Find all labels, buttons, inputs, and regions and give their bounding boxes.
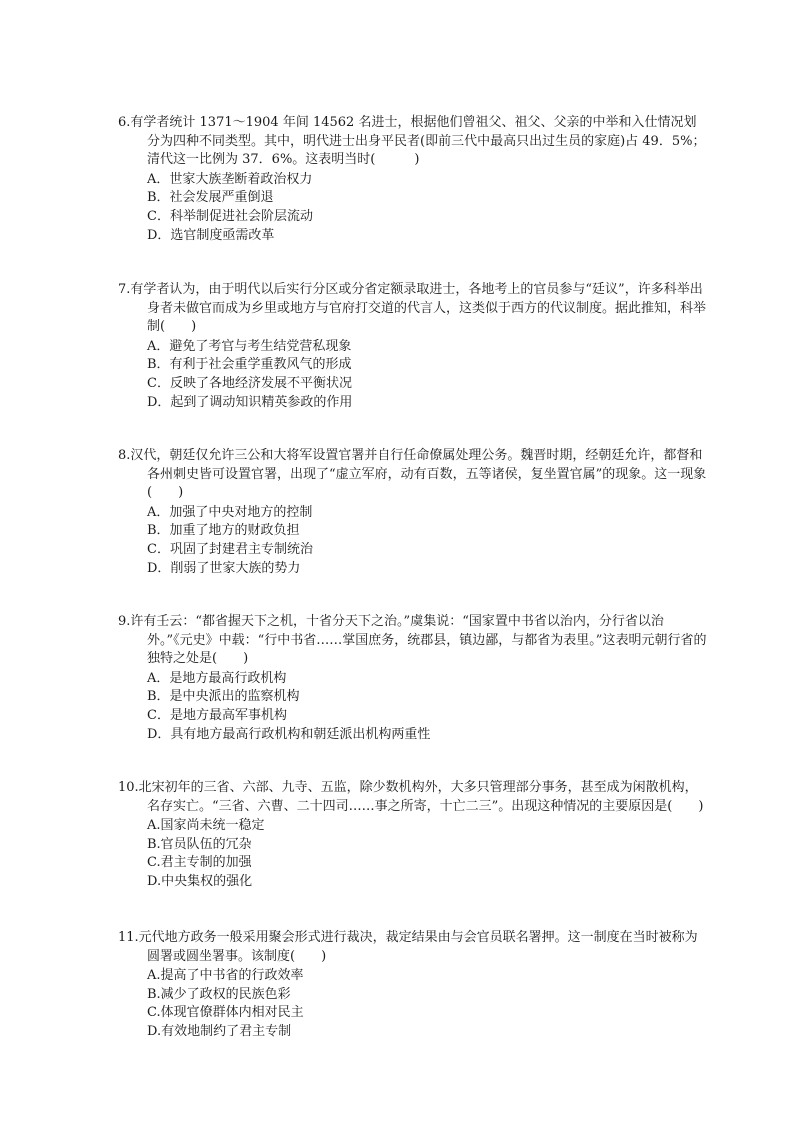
option-d: D.有效地制约了君主专制 [147, 1023, 292, 1039]
option-a: A.国家尚未统一稳定 [147, 818, 265, 834]
option-list [118, 338, 708, 412]
question-stem: 8.汉代，朝廷仅允许三公和大将军设置官署并自行任命僚属处理公务。魏晋时期，经朝廷允许，都督和各州刺史皆可设置官署，出现了“虚立军府，动有百数，五等诸侯，复坐置官属”的现象。这一现象( ) [118, 448, 707, 501]
option-list [118, 817, 708, 891]
option-list [118, 670, 708, 744]
option-c: C.体现官僚群体内相对民主 [147, 1005, 304, 1021]
option-b: B．有利于社会重学重教风气的形成 [147, 357, 352, 373]
question-stem: 10.北宋初年的三省、六部、九寺、五监，除少数机构外，大多只管理部分事务，甚至成为闲散机构，名存实亡。“三省、六曹、二十四司……事之所寄，十亡二三”。出现这种情况的主要原因是( ) [118, 780, 704, 814]
question-6 [118, 114, 708, 245]
option-d: D．具有地方最高行政机构和朝廷派出机构两重性 [147, 726, 431, 742]
question-7 [118, 281, 708, 412]
option-a: A．是地方最高行政机构 [147, 670, 287, 686]
option-list [118, 967, 708, 1041]
option-list [118, 171, 708, 245]
option-a: A．避免了考官与考生结党营私现象 [147, 338, 352, 354]
option-c: C．是地方最高军事机构 [147, 707, 287, 723]
question-8 [118, 447, 708, 578]
option-b: B．是中央派出的监察机构 [147, 689, 300, 705]
option-d: D．起到了调动知识精英参政的作用 [147, 394, 353, 410]
option-a: A.提高了中书省的行政效率 [147, 968, 304, 984]
question-stem: 11.元代地方政务一般采用聚会形式进行裁决，裁定结果由与会官员联名署押。这一制度在当时被称为圆署或圆坐署事。该制度( ) [118, 930, 698, 964]
option-b: B．加重了地方的财政负担 [147, 523, 300, 539]
option-a: A．加强了中央对地方的控制 [147, 504, 313, 520]
question-10 [118, 779, 708, 892]
question-11 [118, 929, 708, 1042]
option-d: D．削弱了世家大族的势力 [147, 560, 301, 576]
option-b: B.减少了政权的民族色彩 [147, 986, 291, 1002]
option-b: B.官员队伍的冗杂 [147, 836, 252, 852]
option-c: C．巩固了封建君主专制统治 [147, 541, 313, 557]
option-d: D.中央集权的强化 [147, 873, 253, 889]
question-stem: 6.有学者统计 1371～1904 年间 14562 名进士，根据他们曾祖父、祖父、父亲的中举和入仕情况划分为四种不同类型。其中，明代进士出身平民者(即前三代中最高只出过生员的家庭)占 49．5%；清代这一比例为 37．6%。这表明当时( ) [118, 115, 706, 168]
option-c: C．科举制促进社会阶层流动 [147, 208, 313, 224]
option-list [118, 504, 708, 578]
option-b: B．社会发展严重倒退 [147, 190, 274, 206]
question-stem: 9.许有壬云：“都省握天下之机，十省分天下之治。”虞集说：“国家置中书省以治内，分行省以治外。”《元史》中载：“行中书省……掌国庶务，统郡县，镇边鄙，与都省为表里。”这表明元朝行省的独特之处是( ) [118, 614, 707, 667]
option-d: D．选官制度亟需改革 [147, 227, 275, 243]
question-stem: 7.有学者认为，由于明代以后实行分区或分省定额录取进士，各地考上的官员参与“廷议”，许多科举出身者未做官而成为乡里或地方与官府打交道的代言人，这类似于西方的代议制度。据此推知，科举制( ) [118, 282, 707, 335]
option-a: A．世家大族垄断着政治权力 [147, 171, 313, 187]
option-c: C．反映了各地经济发展不平衡状况 [147, 375, 352, 391]
question-9 [118, 613, 708, 744]
option-c: C.君主专制的加强 [147, 855, 252, 871]
